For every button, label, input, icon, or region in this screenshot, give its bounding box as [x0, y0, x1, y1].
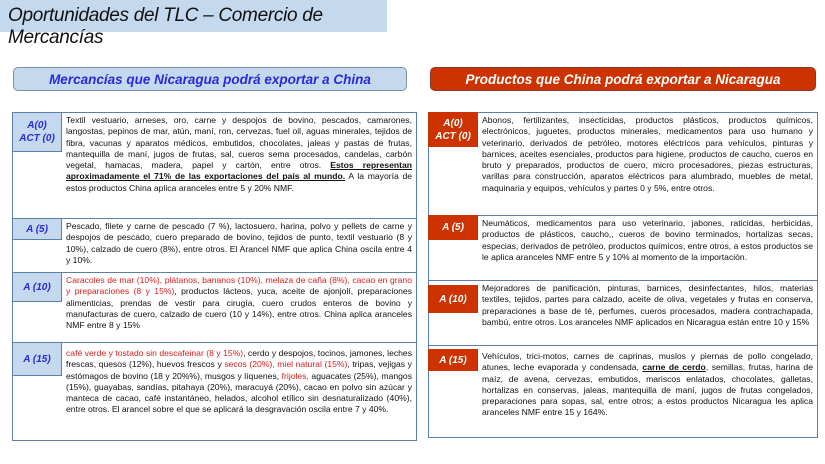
right-column-header: Productos que China podrá exportar a Nicaragua [430, 67, 816, 91]
category-tag [428, 285, 478, 313]
tag-line1: A (5) [26, 223, 48, 235]
tag-line1: A(0) [27, 120, 47, 131]
left-row-a5 [12, 218, 417, 273]
tag-line2: ACT (0) [435, 130, 471, 142]
left-row-a0 [12, 112, 417, 219]
left-row-a15 [12, 342, 417, 441]
text-segment: Textil vestuario, arneses, oro, carne y despojos de bovino, pescados, camarones, langostas, pepinos de mar, atún, maní, ron, cervezas, fuel oil, aguas minerales, tejidos de fibra, vacunas y aparatos médicos, embutidos, chocolates, jaleas y pastas de frutas, mantequilla de maní, jugos de frutas, sal, cueros sema procesados, candelas, carbón vegetal, hamacas, madera, papel y cartón, entre otros. [66, 115, 412, 171]
highlighted-text: frijoles, [281, 370, 309, 381]
highlighted-text: secos (20%), miel natural (15%) [224, 359, 348, 370]
category-tag [12, 218, 62, 240]
text-segment: , semillas, frutas, harina de maíz, de avena, cervezas, embutidos, mariscos enlatados, chocolates, galletas, hortalizas en conservas, jaleas, mantequilla de maní, jugos de frutas congelados, preparaciones para sopas, sal, entre otros; a estos productos Nicaragua les aplica aranceles NMF entre 15 y 164%. [482, 362, 813, 418]
slide-title-bar [0, 0, 387, 48]
right-row-a15 [428, 345, 818, 438]
category-tag [12, 272, 62, 302]
tag-line1: A(0) [443, 117, 463, 129]
category-tag [428, 112, 478, 147]
category-tag [428, 215, 478, 240]
tag-line1: A (10) [23, 281, 51, 293]
row-text: Abonos, fertilizantes, insecticidas, productos plásticos, productos químicos, electrónicos, juguetes, productos minerales, medicamentos para uso humano y veterinario, derivados de petróleo, motores eléctricos para vehículos, pinturas y barnices, aceites esenciales, productos para higiene, productos de caucho, cueros en bruto y preparados, productos de cuero, micro procesadores, piezas estructuras, varillas para construcción, aparatos eléctricos para alumbrado, muebles de metal, maquinaria y equipos, vehículos y partes 0 y 5%, entre otros. [482, 115, 813, 193]
row-text [482, 351, 813, 419]
row-text: Neumáticos, medicamentos para uso veterinario, jabones, raticidas, herbicidas, productos de plásticos, caucho,, cueros de bovino terminados, hortalizas secas, especias, derivados de petróleo, productos químicos, entre otros, a estos productos se le aplica aranceles NMF entre 5 y 10% al momento de la importación. [482, 218, 813, 262]
right-row-a0 [428, 112, 818, 216]
highlighted-text: café verde y tostado sin descafeinar (8 y 15%) [66, 348, 244, 358]
tag-line1: A (15) [439, 354, 467, 366]
tag-line2: ACT (0) [19, 133, 55, 144]
text-segment: , tripas, vejigas y estómagos de bovino (18 y 20%%), musgos y líquenes, [66, 359, 412, 381]
text-segment: , cerdo y despojos, tocinos, jamones, leches frescas, quesos (12%), huevos frescos y [66, 348, 413, 370]
tag-line1: A (10) [439, 293, 467, 305]
text-segment: , productos lácteos, yuca, aceite de ajonjolí, preparaciones alimenticias, prendas de vestir para cirugía, cuero crudos enteros de bovino y manufacturas de cuero, calzado de cuero (10 y 14%), entre otros. China aplica aranceles NMF entre 8 y 15% [66, 286, 413, 331]
emphasis-text: carne de cerdo [642, 362, 706, 373]
text-segment: aguacates (25%), mangos (15%), guayabas, sandías, pitahaya (20%), maracuyá (20%), cacao en polvo sin azúcar y manteca de cacao, café instantáneo, helados, alcohol etílico sin desnaturalizado (40%), entre otros. El arancel sobre el que se aplicará la desgravación oscila entre 7 y 40%. [66, 370, 412, 415]
left-column-header: Mercancías que Nicaragua podrá exportar a China [13, 67, 407, 91]
text-segment: Vehículos, trici-motos, carnes de caprinas, muslos y piernas de pollo congelado, atunes, leche evaporada y condensada, [482, 351, 813, 373]
row-text [66, 348, 412, 416]
text-segment: A la mayoría de estos productos China aplica aranceles entre 5 y 20% NMF. [66, 171, 412, 193]
category-tag [12, 112, 62, 152]
slide-title: Oportunidades del TLC – Comercio de Mercancías [8, 5, 323, 48]
row-text: Mejoradores de panificación, pinturas, barnices, desinfectantes, hilos, materias textiles, tejidos, partes para calzado, aceite de oliva, vegetales y frutas en conserva, preparaciones a base de té, perfumes, cueros procesados, madera contrachapada, bambú, entre otros. Los aranceles NMF aplicados en Nicaragua están entre 10 y 15% [482, 283, 813, 327]
tag-line1: A (5) [442, 222, 464, 233]
category-tag [428, 349, 478, 371]
left-row-a10 [12, 272, 417, 343]
emphasis-text: Estos representan aproximadamente el 71% de las exportaciones del país al mundo. [66, 160, 412, 182]
category-tag [12, 342, 62, 376]
row-text [66, 115, 412, 194]
right-row-a10 [428, 280, 818, 346]
highlighted-text: Caracoles de mar (10%), plátanos, bananos (10%), melaza de caña (8%), cacao en grano y preparaciones (8 y 15%) [66, 275, 412, 297]
right-row-a5 [428, 215, 818, 281]
row-text: Pescado, filete y carne de pescado (7 %), lactosuero, harina, polvo y pellets de carne y despojos de pescado, cuero preparado de bovino, tejidos de punto, textil vestuario (8 y 10%), calzado de cuero (8%), entre otros. El Arancel NMF que aplica China oscila entre 4 y 10%. [66, 221, 412, 265]
tag-line1: A (15) [23, 353, 51, 365]
row-text [66, 275, 412, 331]
